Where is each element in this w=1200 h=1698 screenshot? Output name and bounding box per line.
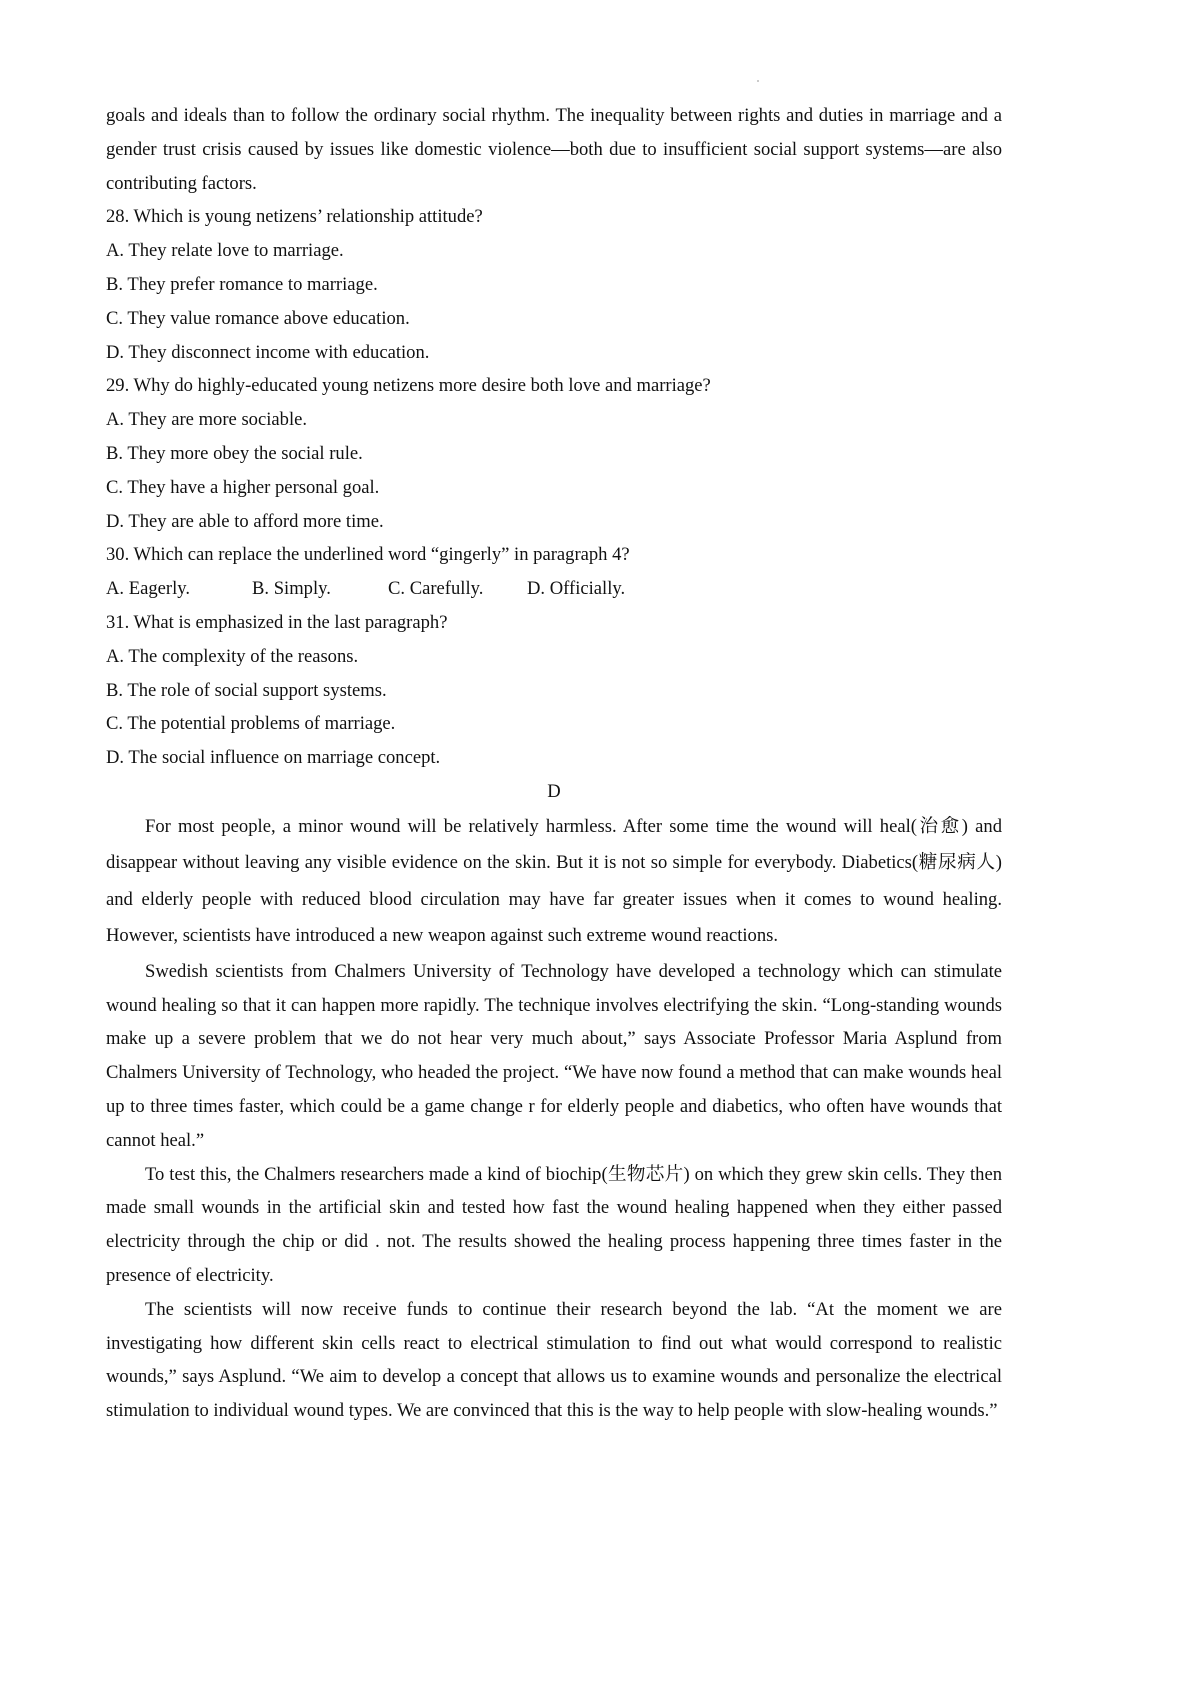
question-28-option-d: D. They disconnect income with education. [106, 341, 430, 363]
question-30-option-b: B. Simply. [252, 578, 331, 600]
section-d-paragraph-1: For most people, a minor wound will be relatively harmless. After some time the wound will heal(治愈) and disappear without leaving any visible evidence on the skin. But it is not so simple for everybody. Diabetics(糖尿病人) and elderly people with reduced blood circulation may have far greater issues when it comes to wound healing. However, scientists have introduced a new weapon against such extreme wound reactions. [106, 815, 1002, 947]
question-29-option-b: B. They more obey the social rule. [106, 442, 363, 464]
section-d-paragraph-4: The scientists will now receive funds to continue their research beyond the lab. “At the moment we are investigating how different skin cells react to electrical stimulation to find out what would correspond to realistic wounds,” says Asplund. “We aim to develop a concept that allows us to examine wounds and personalize the electrical stimulation to individual wound types. We are convinced that this is the way to help people with slow-healing wounds.” [106, 1298, 1002, 1422]
section-d-heading: D [547, 780, 561, 802]
question-28-stem: 28. Which is young netizens’ relationship attitude? [106, 206, 483, 228]
question-30-options [106, 572, 1002, 606]
question-31-option-c: C. The potential problems of marriage. [106, 713, 396, 735]
question-30-stem: 30. Which can replace the underlined word “gingerly” in paragraph 4? [106, 544, 630, 566]
question-31-option-d: D. The social influence on marriage concept. [106, 747, 441, 769]
question-31-option-a: A. The complexity of the reasons. [106, 645, 359, 667]
question-29-option-d: D. They are able to afford more time. [106, 510, 384, 532]
page-content [106, 99, 1002, 1428]
question-28-option-b: B. They prefer romance to marriage. [106, 273, 378, 295]
question-29-option-a: A. They are more sociable. [106, 409, 308, 431]
question-29-stem: 29. Why do highly-educated young netizens more desire both love and marriage? [106, 375, 711, 397]
section-d-paragraph-3: To test this, the Chalmers researchers made a kind of biochip(生物芯片) on which they grew skin cells. They then made small wounds in the artificial skin and tested how fast the wound healing happened when they either passed electricity through the chip or did . not. The results showed the healing process happening three times faster in the presence of electricity. [106, 1163, 1002, 1286]
scan-speck [757, 80, 759, 82]
question-31-option-b: B. The role of social support systems. [106, 679, 387, 701]
question-28-option-c: C. They value romance above education. [106, 307, 410, 329]
question-31-stem: 31. What is emphasized in the last paragraph? [106, 611, 448, 633]
question-30-option-c: C. Carefully. [388, 578, 484, 600]
section-d-paragraph-2: Swedish scientists from Chalmers University of Technology have developed a technology which can stimulate wound healing so that it can happen more rapidly. The technique involves electrifying the skin. “Long-standing wounds make up a severe problem that we do not hear very much about,” says Associate Professor Maria Asplund from Chalmers University of Technology, who headed the project. “We have now found a method that can make wounds heal up to three times faster, which could be a game change r for elderly people and diabetics, who often have wounds that cannot heal.” [106, 960, 1002, 1151]
question-28-option-a: A. They relate love to marriage. [106, 240, 344, 262]
question-30-option-a: A. Eagerly. [106, 578, 190, 600]
question-29-option-c: C. They have a higher personal goal. [106, 476, 380, 498]
passage-c-tail: goals and ideals than to follow the ordinary social rhythm. The inequality between rights and duties in marriage and a gender trust crisis caused by issues like domestic violence—both due to insufficient social support systems—are also contributing factors. [106, 105, 1002, 194]
question-30-option-d: D. Officially. [527, 578, 626, 600]
